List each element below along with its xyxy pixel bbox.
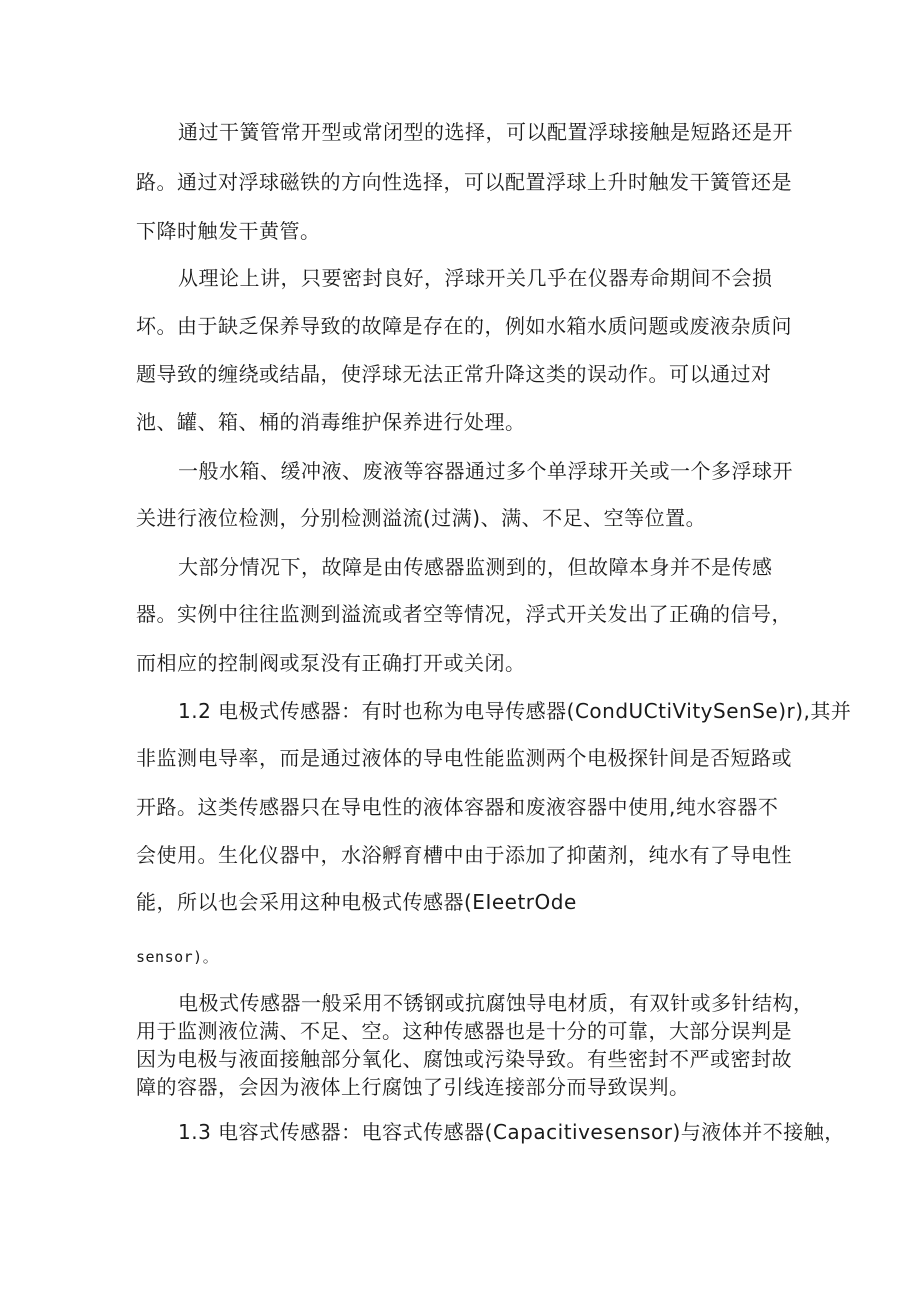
paragraph-line: 器。实例中往往监测到溢流或者空等情况，浮式开关发出了正确的信号， [136, 602, 792, 626]
paragraph-line: 下降时触发干黄管。 [136, 219, 321, 243]
paragraph-line: 关进行液位检测，分别检测溢流(过满)、满、不足、空等位置。 [136, 506, 707, 530]
paragraph-line: 而相应的控制阀或泵没有正确打开或关闭。 [136, 651, 526, 675]
paragraph-line: 从理论上讲，只要密封良好，浮球开关几乎在仪器寿命期间不会损 [178, 266, 773, 290]
paragraph-line: 开路。这类传感器只在导电性的液体容器和废液容器中使用,纯水容器不 [136, 795, 779, 819]
paragraph-line: 用于监测液位满、不足、空。这种传感器也是十分的可靠，大部分误判是 [136, 1019, 792, 1043]
paragraph-line: 大部分情况下，故障是由传感器监测到的，但故障本身并不是传感 [178, 555, 773, 579]
paragraph-line: 池、罐、箱、桶的消毒维护保养进行处理。 [136, 410, 526, 434]
paragraph-line: 题导致的缠绕或结晶，使浮球无法正常升降这类的误动作。可以通过对 [136, 362, 772, 386]
paragraph-line: 会使用。生化仪器中，水浴孵育槽中由于添加了抑菌剂，纯水有了导电性 [136, 843, 792, 867]
section-heading-1-2: 1.2 电极式传感器：有时也称为电导传感器(CondUCtiVitySenSe)r),其并 [178, 699, 852, 723]
paragraph-line: 路。通过对浮球磁铁的方向性选择，可以配置浮球上升时触发干簧管还是 [136, 170, 792, 194]
paragraph-line: 通过干簧管常开型或常闭型的选择，可以配置浮球接触是短路还是开 [178, 120, 793, 144]
paragraph-line: 一般水箱、缓冲液、废液等容器通过多个单浮球开关或一个多浮球开 [178, 459, 793, 483]
paragraph-line: 能，所以也会采用这种电极式传感器(EIeetrOde [136, 890, 577, 914]
paragraph-line: 因为电极与液面接触部分氧化、腐蚀或污染导致。有些密封不严或密封故 [136, 1047, 792, 1071]
paragraph-line: 坏。由于缺乏保养导致的故障是存在的，例如水箱水质问题或废液杂质问 [136, 314, 792, 338]
paragraph-line: 障的容器，会因为液体上行腐蚀了引线连接部分而导致误判。 [136, 1075, 690, 1099]
section-heading-1-3: 1.3 电容式传感器：电容式传感器(Capacitivesensor)与液体并不接触， [178, 1120, 845, 1144]
paragraph-line: 电极式传感器一般采用不锈钢或抗腐蚀导电材质，有双针或多针结构， [178, 991, 814, 1015]
paragraph-line: 非监测电导率，而是通过液体的导电性能监测两个电极探针间是否短路或 [136, 746, 792, 770]
paragraph-line: sensor)。 [136, 948, 219, 966]
